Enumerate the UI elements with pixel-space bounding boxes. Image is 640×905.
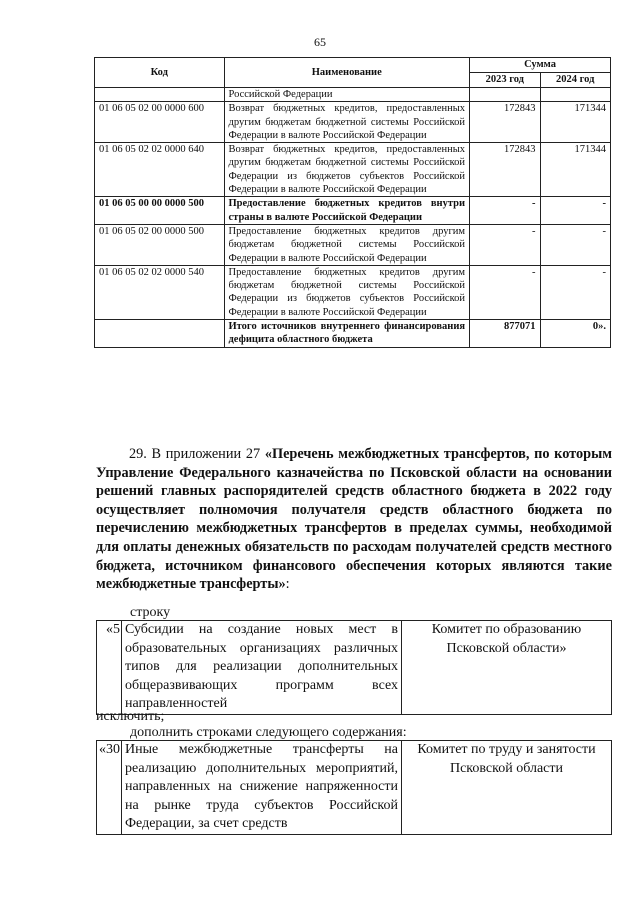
- row-value-2023: 172843: [470, 102, 540, 143]
- table-row: [95, 102, 611, 143]
- row-code: 01 06 05 00 00 0000 500: [95, 197, 225, 225]
- continuation-text: Российской Федерации: [224, 88, 470, 102]
- paragraph-prefix: 29. В приложении 27: [129, 446, 265, 462]
- row-value-2024: -: [540, 197, 611, 225]
- row-name: Итого источников внутреннего финансирования дефицита областного бюджета: [224, 320, 470, 348]
- row-value-2023: -: [470, 197, 540, 225]
- row-value-2023: 172843: [470, 143, 540, 197]
- header-sum: Сумма: [470, 58, 611, 73]
- row-code: 01 06 05 02 00 0000 500: [95, 224, 225, 265]
- row-quote: «5: [97, 621, 122, 715]
- table-row: [97, 741, 612, 835]
- row-code: 01 06 05 02 02 0000 540: [95, 265, 225, 319]
- row-description: Субсидии на создание новых мест в образовательных организациях различных типов для реализации дополнительных общеразвивающих программ всех направленностей: [122, 621, 402, 715]
- paragraph-title: «Перечень межбюджетных трансфертов, по которым Управление Федерального казначейства по Псковской области на основании решений главных распорядителей средств областного бюджета в 2022 году осуществляет полномочия получателя средств областного бюджета по перечислению межбюджетных трансфертов в пределах суммы, необходимой для оплаты денежных обязательств по расходам получателей средств местного бюджета, источником финансового обеспечения которых являются такие межбюджетные трансферты»: [96, 446, 612, 593]
- row-name: Предоставление бюджетных кредитов внутри страны в валюте Российской Федерации: [224, 197, 470, 225]
- header-2024: 2024 год: [540, 73, 611, 88]
- added-row-table: [96, 740, 612, 835]
- table-row: [95, 224, 611, 265]
- table-row: [95, 88, 611, 102]
- excluded-row-table: [96, 620, 612, 715]
- row-value-2024: -: [540, 224, 611, 265]
- row-name: Предоставление бюджетных кредитов другим бюджетам бюджетной системы Российской Федерации в валюте Российской Федерации: [224, 224, 470, 265]
- row-value-2023: 877071: [470, 320, 540, 348]
- table-row: [95, 197, 611, 225]
- table-row: [95, 320, 611, 348]
- row-value-2024: 0».: [540, 320, 611, 348]
- row-description: Иные межбюджетные трансферты на реализацию дополнительных мероприятий, направленных на снижение напряженности на рынке труда субъектов Российской Федерации, за счет средств: [122, 741, 402, 835]
- row-value-2024: 171344: [540, 143, 611, 197]
- page-number: 65: [314, 35, 326, 49]
- paragraph-suffix: :: [285, 576, 290, 593]
- row-name: Возврат бюджетных кредитов, предоставленных другим бюджетам бюджетной системы Российской Федерации в валюте Российской Федерации: [224, 102, 470, 143]
- line-stroku: строку: [130, 605, 171, 620]
- table-row: [95, 143, 611, 197]
- row-organization: Комитет по образованию Псковской области»: [402, 621, 612, 715]
- row-code: [95, 320, 225, 348]
- header-code: Код: [95, 58, 225, 88]
- row-organization: Комитет по труду и занятости Псковской области: [402, 741, 612, 835]
- row-value-2023: -: [470, 265, 540, 319]
- row-value-2024: 171344: [540, 102, 611, 143]
- header-name: Наименование: [224, 58, 470, 88]
- row-name: Возврат бюджетных кредитов, предоставленных другим бюджетам бюджетной системы Российской Федерации из бюджетов субъектов Российской Федерации в валюте Российской Федерации: [224, 143, 470, 197]
- sources-table: [94, 57, 611, 348]
- paragraph-29: [96, 445, 612, 594]
- line-exclude: исключить;: [96, 709, 165, 724]
- line-add: дополнить строками следующего содержания:: [130, 725, 407, 740]
- row-code: 01 06 05 02 02 0000 640: [95, 143, 225, 197]
- row-value-2024: -: [540, 265, 611, 319]
- header-2023: 2023 год: [470, 73, 540, 88]
- row-code: 01 06 05 02 00 0000 600: [95, 102, 225, 143]
- table-row: [95, 265, 611, 319]
- row-name: Предоставление бюджетных кредитов другим бюджетам бюджетной системы Российской Федерации из бюджетов субъектов Российской Федерации в валюте Российской Федерации: [224, 265, 470, 319]
- row-quote: «30: [97, 741, 122, 835]
- row-value-2023: -: [470, 224, 540, 265]
- table-row: [97, 621, 612, 715]
